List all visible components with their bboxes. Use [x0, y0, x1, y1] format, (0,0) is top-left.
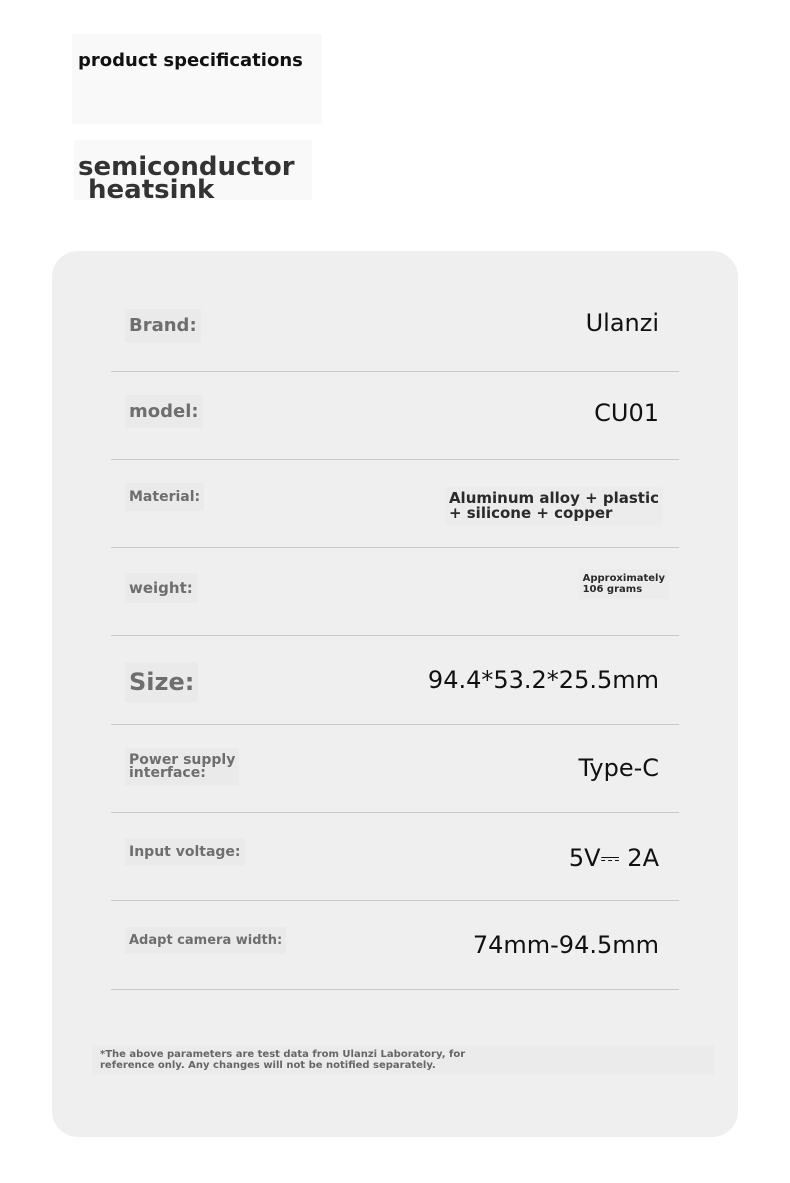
section-label — [72, 34, 322, 124]
spec-value: Type-C — [578, 754, 659, 782]
spec-label: Adapt camera width: — [125, 927, 286, 954]
spec-value: 94.4*53.2*25.5mm — [427, 666, 659, 694]
spec-label: Material: — [125, 483, 204, 511]
spec-value: 5V⎓ 2A — [568, 844, 659, 872]
spec-row-material — [111, 459, 679, 548]
spec-label: Power supply interface: — [125, 748, 239, 786]
product-name-line2: heatsink — [88, 175, 215, 205]
spec-value: 74mm-94.5mm — [472, 931, 659, 959]
spec-label: model: — [125, 395, 203, 428]
spec-row-power-interface — [111, 724, 679, 813]
spec-row-size — [111, 636, 679, 725]
spec-label: Input voltage: — [125, 838, 245, 866]
spec-value: Approximately 106 grams — [579, 569, 669, 599]
spec-row-input-voltage — [111, 812, 679, 901]
product-name-line1: semiconductor — [78, 152, 295, 182]
spec-label: Size: — [125, 662, 198, 702]
spec-row-weight — [111, 547, 679, 636]
product-name — [74, 140, 312, 205]
spec-table — [52, 251, 738, 1137]
spec-row-model — [111, 371, 679, 460]
spec-label: weight: — [125, 573, 197, 603]
spec-value: Aluminum alloy + plastic + silicone + copper — [445, 487, 663, 525]
spec-row-brand — [111, 283, 679, 372]
spec-value: Ulanzi — [585, 309, 659, 337]
spec-value: CU01 — [594, 399, 659, 427]
section-label-text: product specifications — [78, 50, 303, 71]
spec-row-camera-width — [111, 901, 679, 990]
disclaimer-footnote: *The above parameters are test data from Ulanzi Laboratory, for reference only. Any changes will not be notified separately. — [92, 1045, 714, 1075]
spec-label: Brand: — [125, 309, 201, 342]
